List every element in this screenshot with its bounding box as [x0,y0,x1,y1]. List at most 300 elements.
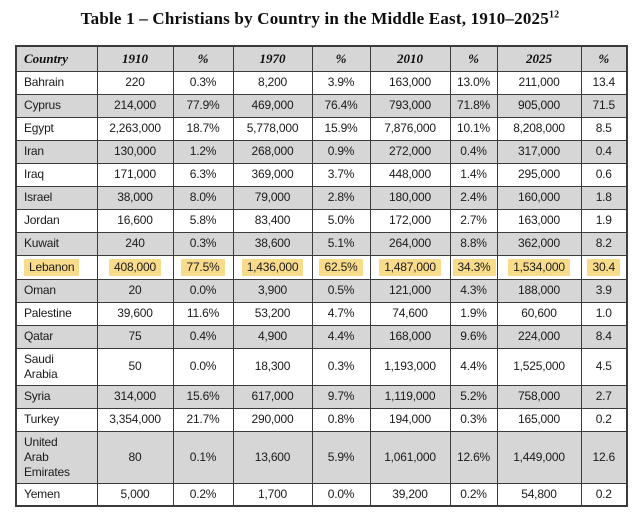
country-name: Saudi Arabia [24,351,58,381]
value-cell [370,140,450,163]
country-name: Lebanon [24,259,79,276]
cell-value: 220 [125,75,145,89]
cell-value: 1.4% [460,167,487,181]
value-cell [233,279,312,302]
value-cell [581,325,627,348]
country-cell [16,140,97,163]
cell-value: 3.9 [595,283,612,297]
cell-value: 60,600 [521,306,557,320]
value-cell [450,431,497,483]
cell-value: 295,000 [518,167,560,181]
country-name: Jordan [24,213,60,227]
cell-value: 0.3% [189,75,217,89]
value-cell [497,186,581,209]
value-cell [312,232,370,255]
cell-value: 2.4% [460,190,487,204]
table-row [16,163,627,186]
cell-value: 39,200 [392,486,428,501]
value-cell [312,279,370,302]
value-cell [450,71,497,94]
value-cell [312,348,370,385]
country-name: Yemen [24,486,60,501]
value-cell [233,94,312,117]
value-cell [312,302,370,325]
table-row [16,71,627,94]
cell-value: 8.4 [595,329,612,343]
cell-value: 0.0% [189,283,217,297]
value-cell [581,408,627,431]
cell-value: 0.4 [595,144,612,158]
value-cell [312,209,370,232]
table-row [16,232,627,255]
cell-value: 0.4% [189,329,217,343]
cell-value: 194,000 [389,412,431,426]
cell-value: 6.3% [189,167,217,181]
cell-value: 18,300 [254,359,291,373]
cell-value: 20 [128,283,142,297]
country-name: Cyprus [24,98,61,112]
cell-value: 75 [128,329,142,343]
cell-value: 3.9% [327,75,355,89]
value-cell [312,94,370,117]
value-cell [450,94,497,117]
value-cell [97,232,173,255]
cell-value: 71.8% [456,98,491,112]
value-cell [370,94,450,117]
column-header: 2025 [497,46,581,71]
cell-value: 1,193,000 [384,359,436,373]
value-cell [497,209,581,232]
country-cell [16,186,97,209]
value-cell [233,140,312,163]
value-cell [497,325,581,348]
value-cell [497,279,581,302]
column-header: % [450,46,497,71]
country-cell [16,255,97,279]
value-cell [173,186,233,209]
value-cell [370,408,450,431]
cell-value: 18.7% [186,121,220,135]
cell-value: 77.5% [181,259,224,276]
value-cell [450,483,497,506]
value-cell [97,140,173,163]
value-cell [450,209,497,232]
cell-value: 13,600 [254,449,291,464]
value-cell [173,232,233,255]
country-cell [16,302,97,325]
value-cell [370,255,450,279]
column-header: 2010 [370,46,450,71]
value-cell [370,71,450,94]
value-cell [497,348,581,385]
country-cell [16,209,97,232]
table-row [16,117,627,140]
cell-value: 34.3% [453,259,496,276]
value-cell [581,255,627,279]
table-row [16,431,627,483]
value-cell [97,279,173,302]
column-header: % [312,46,370,71]
country-cell [16,163,97,186]
cell-value: 408,000 [109,259,161,276]
cell-value: 15.9% [324,121,358,135]
value-cell [97,255,173,279]
cell-value: 168,000 [389,329,431,343]
value-cell [581,186,627,209]
value-cell [173,209,233,232]
value-cell [370,163,450,186]
value-cell [370,431,450,483]
value-cell [581,117,627,140]
country-name: Turkey [24,412,60,426]
value-cell [370,209,450,232]
cell-value: 171,000 [114,167,156,181]
value-cell [312,255,370,279]
value-cell [581,279,627,302]
cell-value: 4.4% [460,359,487,373]
cell-value: 38,600 [254,236,291,250]
value-cell [173,255,233,279]
cell-value: 4.5 [595,359,612,373]
country-name: United Arab Emirates [24,434,70,479]
country-cell [16,431,97,483]
value-cell [97,94,173,117]
value-cell [173,94,233,117]
cell-value: 0.6 [595,167,612,181]
cell-value: 1,449,000 [513,449,565,464]
cell-value: 1.8 [595,190,612,204]
cell-value: 1,061,000 [384,449,436,464]
cell-value: 5.1% [327,236,355,250]
cell-value: 79,000 [254,190,291,204]
cell-value: 1,525,000 [513,359,565,373]
country-cell [16,71,97,94]
value-cell [233,117,312,140]
value-cell [233,209,312,232]
column-header: 1970 [233,46,312,71]
cell-value: 0.1% [189,449,217,464]
cell-value: 369,000 [251,167,294,181]
cell-value: 4,900 [257,329,288,343]
cell-value: 240 [125,236,145,250]
cell-value: 121,000 [389,283,431,297]
cell-value: 74,600 [392,306,428,320]
value-cell [370,325,450,348]
cell-value: 2.8% [327,190,355,204]
cell-value: 188,000 [518,283,560,297]
cell-value: 362,000 [518,236,560,250]
value-cell [173,431,233,483]
cell-value: 1,700 [257,486,288,501]
value-cell [370,279,450,302]
cell-value: 5,778,000 [246,121,299,135]
cell-value: 13.0% [456,75,491,89]
cell-value: 30.4 [587,259,620,276]
cell-value: 50 [128,359,142,373]
cell-value: 905,000 [518,98,560,112]
table-row [16,279,627,302]
country-name: Syria [24,389,51,403]
country-cell [16,94,97,117]
value-cell [233,408,312,431]
cell-value: 8.8% [460,236,487,250]
value-cell [173,140,233,163]
cell-value: 8.0% [189,190,217,204]
cell-value: 2.7 [595,389,612,403]
cell-value: 1.9 [595,213,612,227]
cell-value: 80 [128,449,142,464]
value-cell [497,302,581,325]
country-name: Egypt [24,121,54,135]
value-cell [173,117,233,140]
value-cell [97,325,173,348]
value-cell [173,325,233,348]
value-cell [312,385,370,408]
cell-value: 1.9% [460,306,487,320]
cell-value: 163,000 [389,75,431,89]
value-cell [233,255,312,279]
table-row [16,140,627,163]
value-cell [233,232,312,255]
cell-value: 12.6% [456,449,491,464]
cell-value: 0.4% [460,144,487,158]
value-cell [312,163,370,186]
cell-value: 758,000 [518,389,560,403]
value-cell [581,71,627,94]
country-cell [16,408,97,431]
cell-value: 290,000 [251,412,294,426]
value-cell [173,163,233,186]
cell-value: 11.6% [186,306,220,320]
cell-value: 4.3% [460,283,487,297]
value-cell [97,348,173,385]
value-cell [581,431,627,483]
value-cell [581,163,627,186]
cell-value: 9.6% [460,329,487,343]
cell-value: 2.7% [460,213,487,227]
table-row [16,302,627,325]
country-name: Palestine [24,306,72,320]
cell-value: 214,000 [114,98,156,112]
cell-value: 8.2 [595,236,612,250]
value-cell [173,385,233,408]
cell-value: 0.2 [595,412,612,426]
cell-value: 4.4% [327,329,355,343]
table-row [16,186,627,209]
cell-value: 793,000 [389,98,431,112]
cell-value: 0.5% [327,283,355,297]
value-cell [450,163,497,186]
value-cell [497,94,581,117]
value-cell [312,408,370,431]
value-cell [312,140,370,163]
value-cell [497,255,581,279]
value-cell [497,140,581,163]
cell-value: 0.8% [327,412,355,426]
cell-value: 172,000 [389,213,431,227]
table-row [16,483,627,506]
value-cell [581,232,627,255]
cell-value: 39,600 [117,306,153,320]
value-cell [497,163,581,186]
country-name: Kuwait [24,236,59,250]
cell-value: 165,000 [518,412,560,426]
value-cell [97,209,173,232]
cell-value: 5.2% [460,389,487,403]
value-cell [450,279,497,302]
value-cell [97,186,173,209]
value-cell [173,71,233,94]
value-cell [497,408,581,431]
table-title [0,9,640,29]
country-cell [16,117,97,140]
cell-value: 0.2% [189,486,217,501]
christians-by-country-table [15,45,628,507]
cell-value: 9.7% [327,389,355,403]
value-cell [497,431,581,483]
cell-value: 268,000 [251,144,294,158]
cell-value: 314,000 [114,389,156,403]
table-row [16,385,627,408]
cell-value: 0.3% [327,359,355,373]
cell-value: 0.3% [460,412,487,426]
value-cell [233,385,312,408]
country-cell [16,385,97,408]
value-cell [497,232,581,255]
cell-value: 180,000 [389,190,431,204]
value-cell [233,71,312,94]
cell-value: 264,000 [389,236,431,250]
header-row [16,46,627,71]
value-cell [233,325,312,348]
value-cell [370,385,450,408]
value-cell [233,302,312,325]
cell-value: 38,000 [117,190,153,204]
value-cell [450,255,497,279]
value-cell [581,209,627,232]
value-cell [233,348,312,385]
value-cell [173,483,233,506]
value-cell [370,232,450,255]
cell-value: 1,436,000 [242,259,304,276]
value-cell [497,385,581,408]
cell-value: 0.0% [327,486,355,501]
cell-value: 16,600 [117,213,153,227]
value-cell [450,140,497,163]
country-name: Bahrain [24,75,64,89]
cell-value: 8,200 [257,75,288,89]
value-cell [370,348,450,385]
value-cell [312,483,370,506]
value-cell [97,117,173,140]
cell-value: 12.6 [592,449,616,464]
value-cell [450,232,497,255]
cell-value: 13.4 [592,75,616,89]
value-cell [173,408,233,431]
cell-value: 21.7% [186,412,220,426]
cell-value: 54,800 [521,486,557,501]
value-cell [497,71,581,94]
cell-value: 317,000 [518,144,560,158]
cell-value: 160,000 [518,190,560,204]
cell-value: 0.2 [595,486,612,501]
value-cell [97,71,173,94]
cell-value: 77.9% [186,98,220,112]
table-row [16,209,627,232]
cell-value: 1.2% [189,144,217,158]
value-cell [370,186,450,209]
cell-value: 62.5% [319,259,362,276]
country-cell [16,279,97,302]
country-name: Iran [24,144,44,158]
value-cell [581,348,627,385]
value-cell [450,302,497,325]
cell-value: 130,000 [114,144,156,158]
country-cell [16,348,97,385]
country-name: Oman [24,283,56,297]
cell-value: 8,208,000 [513,121,565,135]
cell-value: 4.7% [327,306,355,320]
cell-value: 211,000 [518,75,560,89]
cell-value: 7,876,000 [384,121,436,135]
cell-value: 0.3% [189,236,217,250]
value-cell [370,302,450,325]
table-row [16,348,627,385]
cell-value: 3,900 [257,283,288,297]
value-cell [233,163,312,186]
cell-value: 1,119,000 [384,389,436,403]
cell-value: 76.4% [324,98,358,112]
value-cell [233,483,312,506]
cell-value: 5,000 [120,486,150,501]
cell-value: 1,534,000 [508,259,570,276]
value-cell [497,117,581,140]
footnote-marker: 12 [548,9,560,21]
value-cell [312,71,370,94]
country-name: Iraq [24,167,44,181]
cell-value: 3,354,000 [109,412,161,426]
cell-value: 10.1% [456,121,491,135]
cell-value: 617,000 [251,389,294,403]
table-row [16,255,627,279]
cell-value: 5.9% [327,449,355,464]
cell-value: 3.7% [327,167,355,181]
country-cell [16,483,97,506]
value-cell [312,431,370,483]
value-cell [97,385,173,408]
cell-value: 1.0 [595,306,612,320]
value-cell [581,140,627,163]
value-cell [97,302,173,325]
value-cell [173,279,233,302]
value-cell [450,385,497,408]
value-cell [173,348,233,385]
cell-value: 1,487,000 [379,259,441,276]
table-header-row [16,46,627,71]
cell-value: 71.5 [592,98,616,112]
country-cell [16,232,97,255]
cell-value: 224,000 [518,329,560,343]
cell-value: 5.8% [189,213,217,227]
cell-value: 0.9% [327,144,355,158]
value-cell [97,163,173,186]
cell-value: 0.0% [189,359,217,373]
column-header: % [173,46,233,71]
cell-value: 2,263,000 [109,121,161,135]
cell-value: 83,400 [254,213,291,227]
cell-value: 15.6% [186,389,220,403]
value-cell [312,186,370,209]
